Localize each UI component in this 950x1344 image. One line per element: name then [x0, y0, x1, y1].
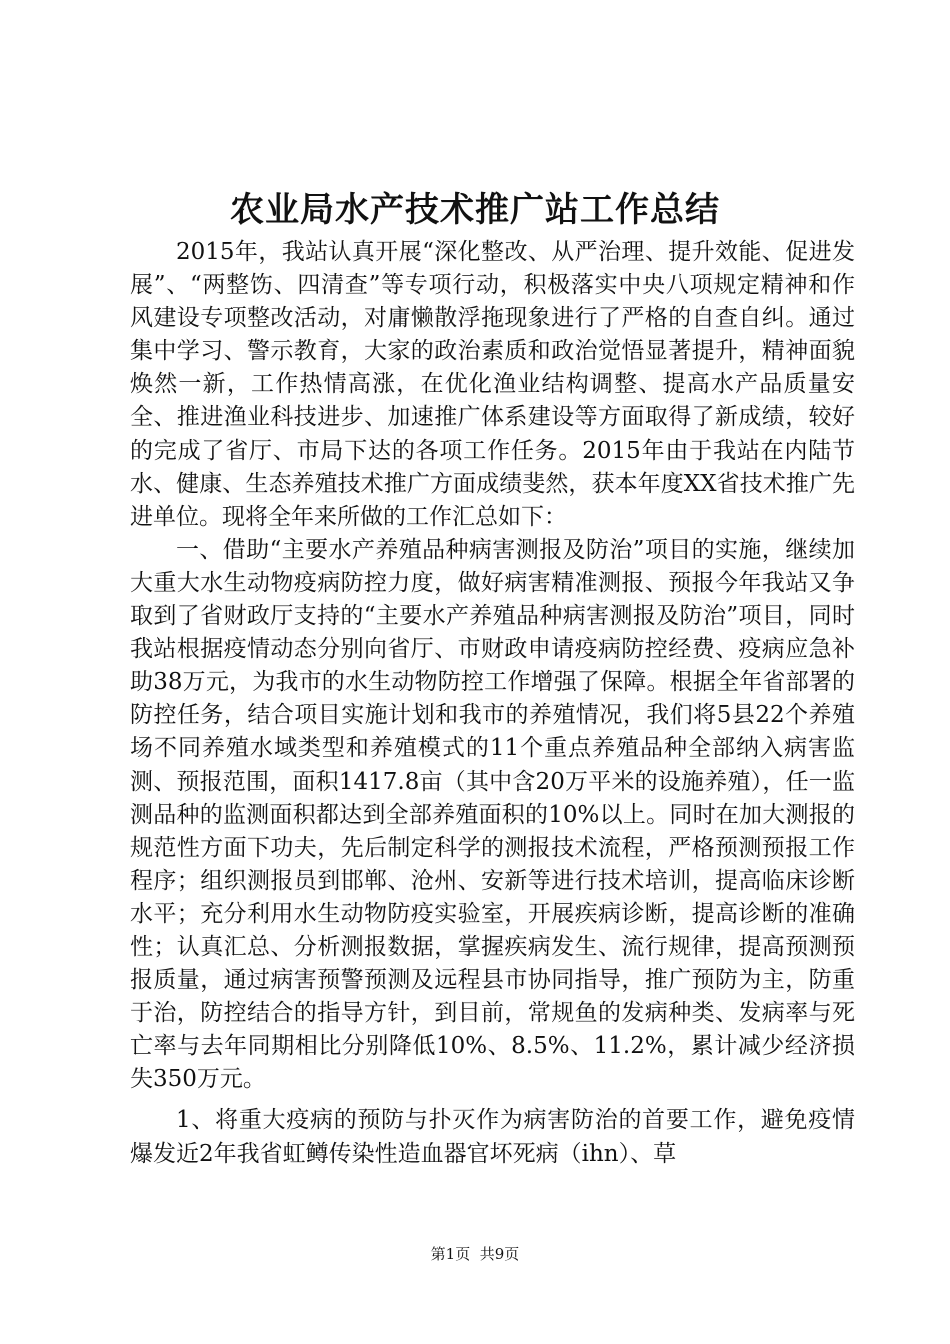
- paragraph-section-1: 一、借助“主要水产养殖品种病害测报及防治”项目的实施，继续加大重大水生动物疫病防控力度，做好病害精准测报、预报今年我站又争取到了省财政厅支持的“主要水产养殖品种病害测报及防治”项目，同时我站根据疫情动态分别向省厅、市财政申请疫病防控经费、疫病应急补助38万元，为我市的水生动物防控工作增强了保障。根据全年省部署的防控任务，结合项目实施计划和我市的养殖情况，我们将5县22个养殖场不同养殖水域类型和养殖模式的11个重点养殖品种全部纳入病害监测、预报范围，面积1417.8亩（其中含20万平米的设施养殖），任一监测品种的监测面积都达到全部养殖面积的10%以上。同时在加大测报的规范性方面下功夫，先后制定科学的测报技术流程，严格预测预报工作程序；组织测报员到邯郸、沧州、安新等进行技术培训，提高临床诊断水平；充分利用水生动物防疫实验室，开展疾病诊断，提高诊断的准确性；认真汇总、分析测报数据，掌握疾病发生、流行规律，提高预测预报质量，通过病害预警预测及远程县市协同指导，推广预防为主，防重于治，防控结合的指导方针，到目前，常规鱼的发病种类、发病率与死亡率与去年同期相比分别降低10%、8.5%、11.2%，累计减少经济损失350万元。: [130, 536, 855, 1093]
- paragraph-intro: 2015年，我站认真开展“深化整改、从严治理、提升效能、促进发展”、“两整饬、四清查”等专项行动，积极落实中央八项规定精神和作风建设专项整改活动，对庸懒散浮拖现象进行了严格的自查自纠。通过集中学习、警示教育，大家的政治素质和政治觉悟显著提升，精神面貌焕然一新，工作热情高涨，在优化渔业结构调整、提高水产品质量安全、推进渔业科技进步、加速推广体系建设等方面取得了新成绩，较好的完成了省厅、市局下达的各项工作任务。2015年由于我站在内陆节水、健康、生态养殖技术推广方面成绩斐然，获本年度XX省技术推广先进单位。现将全年来所做的工作汇总如下：: [130, 239, 855, 530]
- page-title: 农业局水产技术推广站工作总结: [230, 190, 720, 230]
- page-footer: [0, 1244, 950, 1264]
- page-number: 第1页: [430, 1245, 471, 1263]
- paragraph-item-1: 1、将重大疫病的预防与扑灭作为病害防治的首要工作，避免疫情爆发近2年我省虹鳟传染性造血器官坏死病（ihn）、草: [130, 1107, 855, 1167]
- page-total: 共9页: [479, 1245, 520, 1263]
- document-body: [130, 236, 855, 1171]
